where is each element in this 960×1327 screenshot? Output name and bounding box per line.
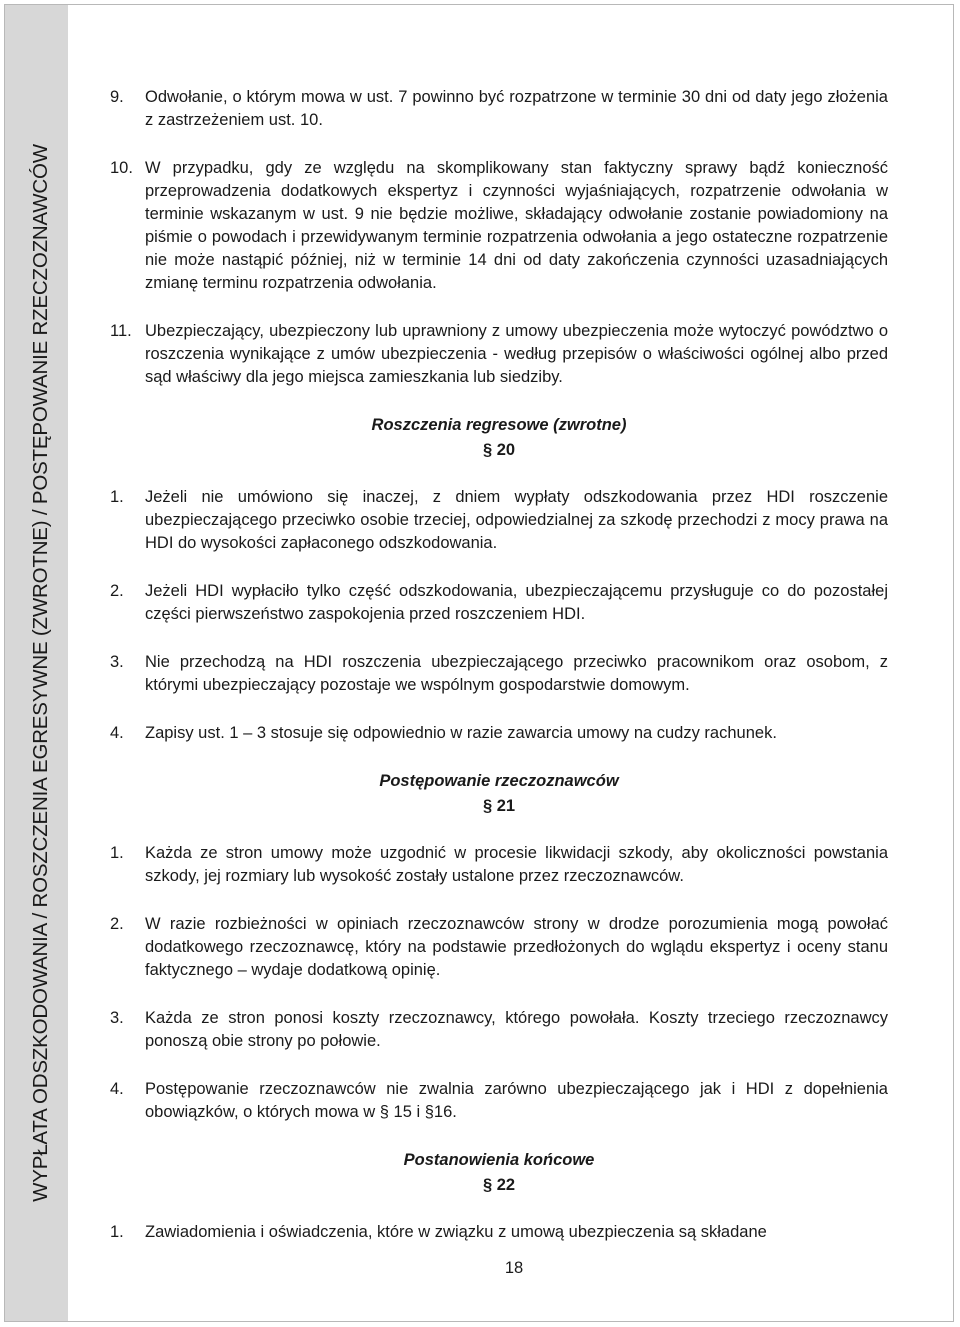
- section-paragraph-number: § 21: [482, 797, 516, 815]
- item-number: 4.: [110, 1080, 124, 1098]
- section-title: Postępowanie rzeczoznawców: [379, 772, 619, 790]
- section-paragraph-number: § 22: [482, 1176, 516, 1194]
- item-number: 1.: [110, 844, 124, 862]
- sidebar: [5, 5, 68, 1321]
- page-number: 18: [504, 1259, 524, 1277]
- item-text: Jeżeli nie umówiono się inaczej, z dniem wypłaty odszkodowania przez HDI roszczenie ubezpieczającego przeciwko osobie trzeciej, odpowiedzialnej za szkodę przechodzi z mocy prawa na HDI do wysokości zapłaconego odszkodowania.: [145, 488, 888, 552]
- list-item: [110, 1078, 888, 1124]
- item-number: 3.: [110, 653, 124, 671]
- section-paragraph-number: § 20: [482, 441, 516, 459]
- item-text: Odwołanie, o którym mowa w ust. 7 powinno być rozpatrzone w terminie 30 dni od daty jego złożenia z zastrzeżeniem ust. 10.: [145, 88, 888, 129]
- item-text: W razie rozbieżności w opiniach rzeczoznawców strony w drodze porozumienia mogą powołać dodatkowego rzeczoznawcę, który na podstawie przedłożonych do wglądu ekspertyz i oceny stanu faktycznego – wydaje dodatkową opinię.: [145, 915, 888, 979]
- section-title: Postanowienia końcowe: [403, 1151, 595, 1169]
- list-item: [110, 86, 888, 132]
- list-item: [110, 320, 888, 389]
- item-text: Zapisy ust. 1 – 3 stosuje się odpowiednio w razie zawarcia umowy na cudzy rachunek.: [145, 724, 777, 742]
- section-title: Roszczenia regresowe (zwrotne): [371, 416, 627, 434]
- item-text: Jeżeli HDI wypłaciło tylko część odszkodowania, ubezpieczającemu przysługuje co do pozostałej części pierwszeństwo zaspokojenia przed roszczeniem HDI.: [145, 582, 888, 623]
- item-text: Postępowanie rzeczoznawców nie zwalnia zarówno ubezpieczającego jak i HDI z dopełnienia obowiązków, o których mowa w § 15 i §16.: [145, 1080, 888, 1121]
- item-number: 4.: [110, 724, 124, 742]
- list-item: [110, 913, 888, 982]
- sidebar-vertical-title: WYPŁATA ODSZKODOWANIA / ROSZCZENIA EGRESYWNE (ZWROTNE) / POSTĘPOWANIE RZECZOZNAWCÓW: [29, 144, 52, 1202]
- item-number: 3.: [110, 1009, 124, 1027]
- item-number: 11.: [110, 322, 132, 340]
- list-item: [110, 842, 888, 888]
- list-item: [110, 580, 888, 626]
- item-text: Każda ze stron ponosi koszty rzeczoznawcy, którego powołała. Koszty trzeciego rzeczoznawcy ponoszą obie strony po połowie.: [145, 1009, 888, 1050]
- list-item: [110, 157, 888, 295]
- item-text: Nie przechodzą na HDI roszczenia ubezpieczającego przeciwko pracownikom oraz osobom, z którymi ubezpieczający pozostaje we wspólnym gospodarstwie domowym.: [145, 653, 888, 694]
- item-text: Ubezpieczający, ubezpieczony lub uprawniony z umowy ubezpieczenia może wytoczyć powództwo o roszczenia wynikające z umów ubezpieczenia - według przepisów o właściwości ogólnej albo przed sąd właściwy dla jego miejsca zamieszkania lub siedziby.: [145, 322, 888, 386]
- item-number: 1.: [110, 1223, 124, 1241]
- list-item: [110, 1007, 888, 1053]
- item-number: 9.: [110, 88, 124, 106]
- item-text: Każda ze stron umowy może uzgodnić w procesie likwidacji szkody, aby okoliczności powstania szkody, jej rozmiary lub wysokość zostały ustalone przez rzeczoznawców.: [145, 844, 888, 885]
- item-number: 10.: [110, 159, 133, 177]
- item-text: W przypadku, gdy ze względu na skomplikowany stan faktyczny sprawy bądź konieczność przeprowadzenia dodatkowych ekspertyz i czynności wyjaśniających, rozpatrzenie odwołania w terminie wskazanym w ust. 9 nie będzie możliwe, składający odwołanie zostanie powiadomiony na piśmie o powodach i przewidywanym terminie rozpatrzenia odwołania a jego ostateczne rozpatrzenie nie może nastąpić później, niż w terminie 14 dni od daty zakończenia czynności uzasadniających zmianę terminu rozpatrzenia odwołania.: [145, 159, 888, 292]
- document-body: [110, 86, 888, 1269]
- list-item: [110, 651, 888, 697]
- item-number: 2.: [110, 582, 124, 600]
- list-item: [110, 486, 888, 555]
- item-number: 2.: [110, 915, 124, 933]
- item-number: 1.: [110, 488, 124, 506]
- list-item: [110, 1221, 888, 1244]
- list-item: [110, 722, 888, 745]
- item-text: Zawiadomienia i oświadczenia, które w związku z umową ubezpieczenia są składane: [145, 1223, 767, 1241]
